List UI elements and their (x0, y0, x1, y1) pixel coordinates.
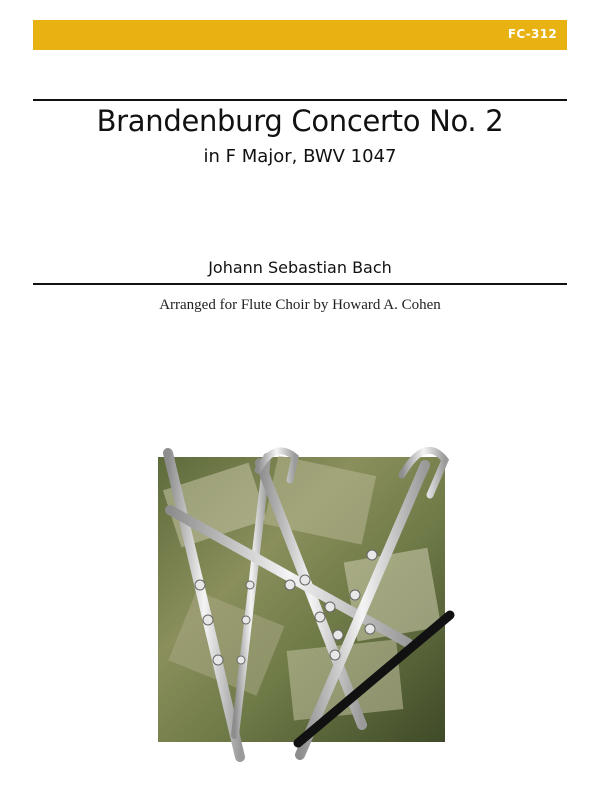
page-subtitle: in F Major, BWV 1047 (203, 146, 397, 167)
top-rule (33, 99, 567, 101)
composer-rule (33, 283, 567, 285)
cover-artwork (140, 435, 465, 770)
catalog-code: FC-312 (507, 27, 557, 41)
page-title: Brandenburg Concerto No. 2 (96, 104, 504, 138)
header-banner (33, 20, 567, 50)
composer-name: Johann Sebastian Bach (208, 258, 392, 277)
arranger-credit: Arranged for Flute Choir by Howard A. Cohen (159, 297, 441, 313)
